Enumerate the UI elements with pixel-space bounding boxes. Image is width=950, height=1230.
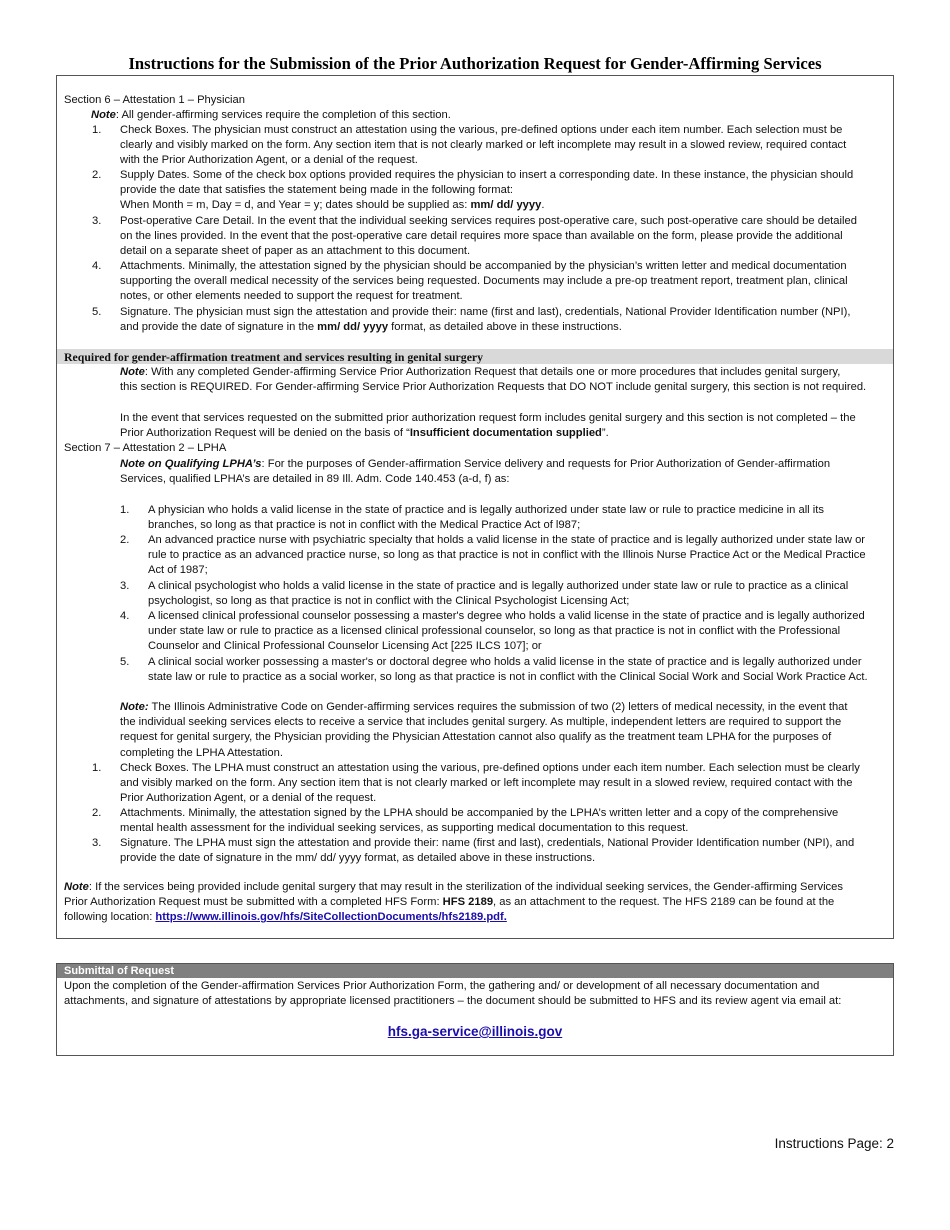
list-item-line: provide the date of signature in the mm/ dd/ yyyy format, as detailed above in these instructions. <box>120 852 596 865</box>
list-item-line: psychologist, so long as that practice is not in conflict with the Clinical Psychologist Licensing Act; <box>148 595 630 608</box>
list-item-line: Signature. The LPHA must sign the attestation and provide their: name (first and last), credentials, National Provider Identification number (NPI), and <box>120 837 855 849</box>
list-item-line: supporting the overall medical necessity of the services being requested. Documents may include a pre-op treatment report, treatment plan, clinical <box>120 275 848 288</box>
bold-text: HFS 2189 <box>442 896 494 908</box>
text: following location: <box>64 911 156 923</box>
genital-note-line4 <box>120 426 609 441</box>
list-number: 1. <box>92 124 102 136</box>
list-number: 1. <box>120 504 130 516</box>
submittal-line1: Upon the completion of the Gender-affirmation Services Prior Authorization Form, the gathering and/ or development of all necessary documentation and <box>64 980 820 992</box>
genital-note-line2: this section is REQUIRED. For Gender-affirming Service Prior Authorization Requests that DO NOT include genital surgery, this section is not required. <box>120 381 867 393</box>
email-container <box>0 1024 950 1039</box>
note-label: Note <box>64 881 89 893</box>
list-item-line: notes, or other elements needed to support the request for treatment. <box>120 290 463 303</box>
note-label: Note <box>120 366 145 378</box>
submittal-bar <box>57 964 893 978</box>
list-item-line: Signature. The physician must sign the attestation and provide their: name (first and last), credentials, National Provider Identification number (NPI), <box>120 306 851 318</box>
qualifying-note-line1 <box>120 457 830 472</box>
list-number: 2. <box>92 807 102 819</box>
text: format, as detailed above in these instructions. <box>388 321 622 334</box>
genital-surgery-heading: Required for gender-affirmation treatment and services resulting in genital surgery <box>64 350 484 364</box>
list-number: 2. <box>120 534 130 546</box>
date-format-line <box>120 198 544 213</box>
text: . <box>541 199 545 212</box>
page-footer: Instructions Page: 2 <box>774 1136 894 1151</box>
list-item-line: state law or rule to practice as a social worker, so long as that practice is not in conflict with the Clinical Social Work and Social Work Practice Act. <box>148 671 868 684</box>
email-link[interactable]: hfs.ga-service@illinois.gov <box>387 1024 563 1039</box>
list-number: 4. <box>120 610 130 622</box>
list-item-line: Counselor and Clinical Professional Counselor Licensing Act [225 ILCS 107]; or <box>148 640 542 653</box>
list-item-line: Attachments. Minimally, the attestation signed by the physician should be accompanied by the physician’s written letter and medical documentation <box>120 260 847 272</box>
text: and provide the date of signature in the <box>120 321 318 334</box>
text: , as an attachment to the request. The HFS 2189 can be found at the <box>493 896 835 908</box>
page-title: Instructions for the Submission of the Prior Authorization Request for Gender-Affirming Services <box>128 54 822 73</box>
list-number: 3. <box>92 837 102 849</box>
list-item-line: Act of 1987; <box>148 564 208 577</box>
text: When Month = m, Day = d, and Year = y; dates should be supplied as: <box>120 199 471 212</box>
note-label: Note on Qualifying LPHA’s <box>120 458 262 470</box>
list-item-line: detail on a separate sheet of paper as an attachment to this document. <box>120 245 471 258</box>
note2-line <box>120 700 848 715</box>
list-item-line: Attachments. Minimally, the attestation signed by the LPHA should be accompanied by the LPHA’s written letter and a copy of the comprehensive <box>120 807 839 819</box>
text: ”. <box>601 427 609 439</box>
date-format: mm/ dd/ yyyy <box>470 199 542 212</box>
note2-line <box>120 730 831 745</box>
submittal-heading: Submittal of Request <box>64 965 175 977</box>
note2-line <box>120 715 841 730</box>
note-label: Note: <box>120 701 149 713</box>
list-number: 4. <box>92 260 102 272</box>
list-item-line: branches, so long as that practice is not in conflict with the Medical Practice Act of l987; <box>148 519 581 532</box>
note-text: : For the purposes of Gender-affirmation Service delivery and requests for Prior Authorization of Gender-affirmation <box>261 458 831 470</box>
list-item-line: rule to practice as an advanced practice nurse, so long as that practice is not in conflict with the Illinois Nurse Practice Act or the Medical Practice <box>148 549 866 562</box>
list-number: 5. <box>120 656 130 668</box>
list-item-line: Supply Dates. Some of the check box options provided requires the physician to insert a corresponding date. In these instance, the physician should <box>120 169 854 181</box>
section6-note <box>91 108 451 123</box>
list-item-line: An advanced practice nurse with psychiatric specialty that holds a valid license in the state of practice and is legally authorized under state law or <box>148 534 866 546</box>
list-number: 3. <box>120 580 130 592</box>
list-item-line: A clinical social worker possessing a master's or doctoral degree who holds a valid license in the state of practice and is legally authorized under <box>148 656 862 668</box>
final-note-line1 <box>64 880 843 895</box>
list-item-line: Check Boxes. The LPHA must construct an attestation using the various, pre-defined options under each item number. Each selection must be clearly <box>120 762 860 774</box>
list-item-line: mental health assessment for the individual seeking services, as supporting medical documentation to this request. <box>120 822 689 835</box>
list-number: 1. <box>92 762 102 774</box>
list-item-line: on the lines provided. In the event that the post-operative care detail requires more space than available on the form, please provide the additional <box>120 230 843 243</box>
note-text: completing the LPHA Attestation. <box>120 746 283 759</box>
submittal-line2: attachments, and signature of attestations by appropriate licensed practitioners – the document should be submitted to HFS and its review agent via email at: <box>64 995 842 1007</box>
hfs2189-link[interactable]: https://www.illinois.gov/hfs/SiteCollectionDocuments/hfs2189.pdf. <box>155 911 507 923</box>
list-item-line: Post-operative Care Detail. In the event that the individual seeking services requires post-operative care, such post-operative care should be detailed <box>120 215 857 227</box>
final-note-line2 <box>64 895 834 910</box>
date-format: mm/ dd/ yyyy <box>317 321 389 334</box>
note-text: The Illinois Administrative Code on Gender-affirming services requires the submission of two (2) letters of medical necessity, in the event that <box>148 701 848 713</box>
list-item-line: A licensed clinical professional counselor possessing a master's degree who holds a valid license in the state of practice and is legally authorized <box>148 610 865 622</box>
list-item-line: under state law or rule to practice as a licensed clinical professional counselor, so long as that practice is not in conflict with the Professional <box>148 625 841 638</box>
list-number: 2. <box>92 169 102 181</box>
genital-note-line1 <box>120 365 840 380</box>
list-number: 3. <box>92 215 102 227</box>
section7-heading: Section 7 – Attestation 2 – LPHA <box>64 442 227 454</box>
note-text: the individual seeking services elects to receive a service that includes genital surgery. As multiple, independent letters are required to support the <box>120 716 842 729</box>
bold-text: Insufficient documentation supplied <box>409 427 602 439</box>
signature-format-line <box>120 320 622 335</box>
list-item-line: Check Boxes. The physician must construct an attestation using the various, pre-defined options under each item number. Each selection must be <box>120 124 843 136</box>
text: Prior Authorization Request must be submitted with a completed HFS Form: <box>64 896 443 908</box>
note2-line <box>120 746 283 761</box>
section6-heading: Section 6 – Attestation 1 – Physician <box>64 94 245 106</box>
list-item-line: Prior Authorization Agent, or a denial of the request. <box>120 792 377 805</box>
note-text: : With any completed Gender-affirming Service Prior Authorization Request that details one or more procedures that includes genital surgery, <box>144 366 841 378</box>
note-label: Note <box>91 109 116 121</box>
note-text: : All gender-affirming services require the completion of this section. <box>115 109 451 121</box>
list-item-line: provide the date that satisfies the statement being made in the following format: <box>120 184 514 197</box>
list-number: 5. <box>92 306 102 318</box>
list-item-line: with the Prior Authorization Agent, or a denial of the request. <box>120 154 418 167</box>
final-note-line3 <box>64 910 507 925</box>
list-item-line: A clinical psychologist who holds a valid license in the state of practice and is legally authorized under state law or rule to practice as a clinical <box>148 580 849 592</box>
list-item-line: and visibly marked on the form. Any section item that is not clearly marked or left incomplete may result in a slowed review, required contact with the <box>120 777 853 790</box>
qualifying-note-line2: Services, qualified LPHA’s are detailed in 89 Ill. Adm. Code 140.453 (a-d, f) as: <box>120 473 510 485</box>
genital-note-line3: In the event that services requested on the submitted prior authorization request form includes genital surgery and this section is not completed – the <box>120 412 856 424</box>
note-text: : If the services being provided include genital surgery that may result in the sterilization of the individual seeking services, the Gender-affirming Services <box>88 881 843 893</box>
list-item-line: clearly and visibly marked on the form. Any section item that is not clearly marked or left incomplete may result in a slowed review, required contact <box>120 139 847 152</box>
text: Prior Authorization Request will be denied on the basis of “ <box>120 427 410 439</box>
note-text: request for genital surgery, the Physician providing the Physician Attestation cannot also qualify as the treatment team LPHA for the purposes of <box>120 731 832 744</box>
list-item-line: A physician who holds a valid license in the state of practice and is legally authorized under state law or rule to practice medicine in all its <box>148 504 824 516</box>
